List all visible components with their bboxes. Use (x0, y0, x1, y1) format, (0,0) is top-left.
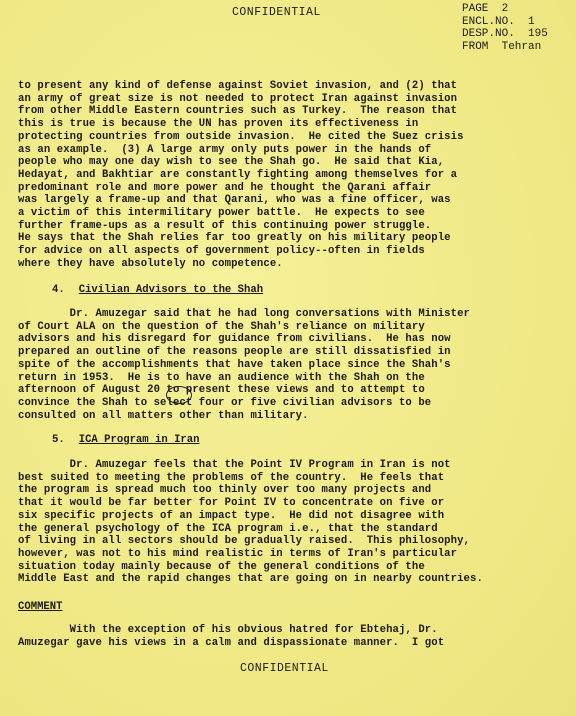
section-number: 5. (52, 434, 65, 446)
text-line: Hedayat, and Bakhtiar are constantly fighting among themselves for a (18, 168, 458, 181)
despatch-number: DESP.NO. 195 (462, 28, 548, 40)
handwritten-circle-mark (166, 386, 192, 404)
text-line: protecting countries from outside invasion. He cited the Suez crisis (18, 130, 464, 143)
text-line: a victim of this intermilitary power battle. He expects to see (18, 207, 425, 220)
classification-footer: CONFIDENTIAL (240, 662, 329, 675)
section-4-heading (52, 284, 263, 296)
text-line: With the exception of his obvious hatred for Ebtehaj, Dr. (18, 624, 438, 636)
section-4-body (18, 308, 566, 422)
classification-header: CONFIDENTIAL (232, 6, 321, 19)
origin: FROM Tehran (462, 40, 542, 53)
reference-block (462, 3, 548, 53)
text-line: from other Middle Eastern countries such as Turkey. The reason that (18, 105, 458, 118)
text-line: Dr. Amuzegar feels that the Point IV Program in Iran is not (18, 459, 451, 471)
text-line: six specific projects of an impact type. He did not disagree with (18, 509, 445, 522)
text-line: where they have absolutely no competence. (18, 257, 283, 270)
text-line: for advice on all aspects of government policy--often in fields (18, 245, 425, 258)
text-line: of Court ALA on the question of the Shah's reliance on military (18, 320, 425, 333)
text-line: however, was not to his mind realistic in terms of Iran's particular (18, 547, 458, 560)
text-line: spite of the accomplishments that have taken place since the Shah's (18, 358, 451, 371)
text-line: further frame-ups as a result of this continuing power struggle. (18, 219, 432, 232)
section-5-heading (52, 434, 200, 446)
text-line: of living in all sectors should be gradually raised. This philosophy, (18, 535, 471, 548)
page-number: PAGE 2 (462, 3, 509, 15)
text-line: convince the Shah to select four or five civilian advisors to be (18, 396, 432, 409)
text-line: Dr. Amuzegar said that he had long conversations with Minister (18, 308, 471, 320)
text-line: consulted on all matters other than military. (18, 409, 309, 422)
text-line: He says that the Shah relies far too greatly on his military people (18, 232, 451, 245)
section-number: 4. (52, 284, 65, 296)
text-line: that it would be far better for Point IV to concentrate on five or (18, 497, 445, 510)
text-line: an army of great size is not needed to protect Iran against invasion (18, 92, 458, 105)
text-line: prepared an outline of the reasons people are still dissatisfied in (18, 346, 451, 359)
comment-heading: COMMENT (18, 601, 63, 613)
enclosure-number: ENCL.NO. 1 (462, 15, 535, 28)
text-line: return in 1953. He is to have an audience with the Shah on the (18, 371, 425, 384)
text-line: people who may one day wish to see the Shah go. He said that Kia, (18, 156, 445, 169)
text-line: this is true is because the UN has proven its effectiveness in (18, 118, 419, 131)
paragraph-3-continued (18, 80, 566, 271)
text-line: situation today mainly because of the general conditions of the (18, 560, 425, 573)
section-title: ICA Program in Iran (78, 434, 200, 446)
text-line: to present any kind of defense against Soviet invasion, and (2) that (18, 80, 458, 92)
section-5-body (18, 459, 566, 586)
text-line: was largely a frame-up and that Qarani, who was a fine officer, was (18, 194, 451, 207)
text-line: the program is spread much too thinly over too many projects and (18, 484, 432, 497)
text-line: Amuzegar gave his views in a calm and dispassionate manner. I got (18, 636, 445, 649)
text-line: as an example. (3) A large army only puts power in the hands of (18, 143, 432, 156)
text-line: advisors and his disregard for guidance from civilians. He has now (18, 333, 451, 346)
text-line: predominant role and more power and he thought the Qarani affair (18, 181, 432, 194)
section-title: Civilian Advisors to the Shah (78, 284, 264, 296)
comment-body (18, 624, 566, 649)
text-line: the general psychology of the ICA program i.e., that the standard (18, 522, 438, 535)
text-line: Middle East and the rapid changes that are going on in nearby countries. (18, 573, 483, 586)
text-line: best suited to meeting the problems of the country. He feels that (18, 471, 445, 484)
text-line: afternoon of August 20 to present these views and to attempt to (18, 384, 425, 397)
